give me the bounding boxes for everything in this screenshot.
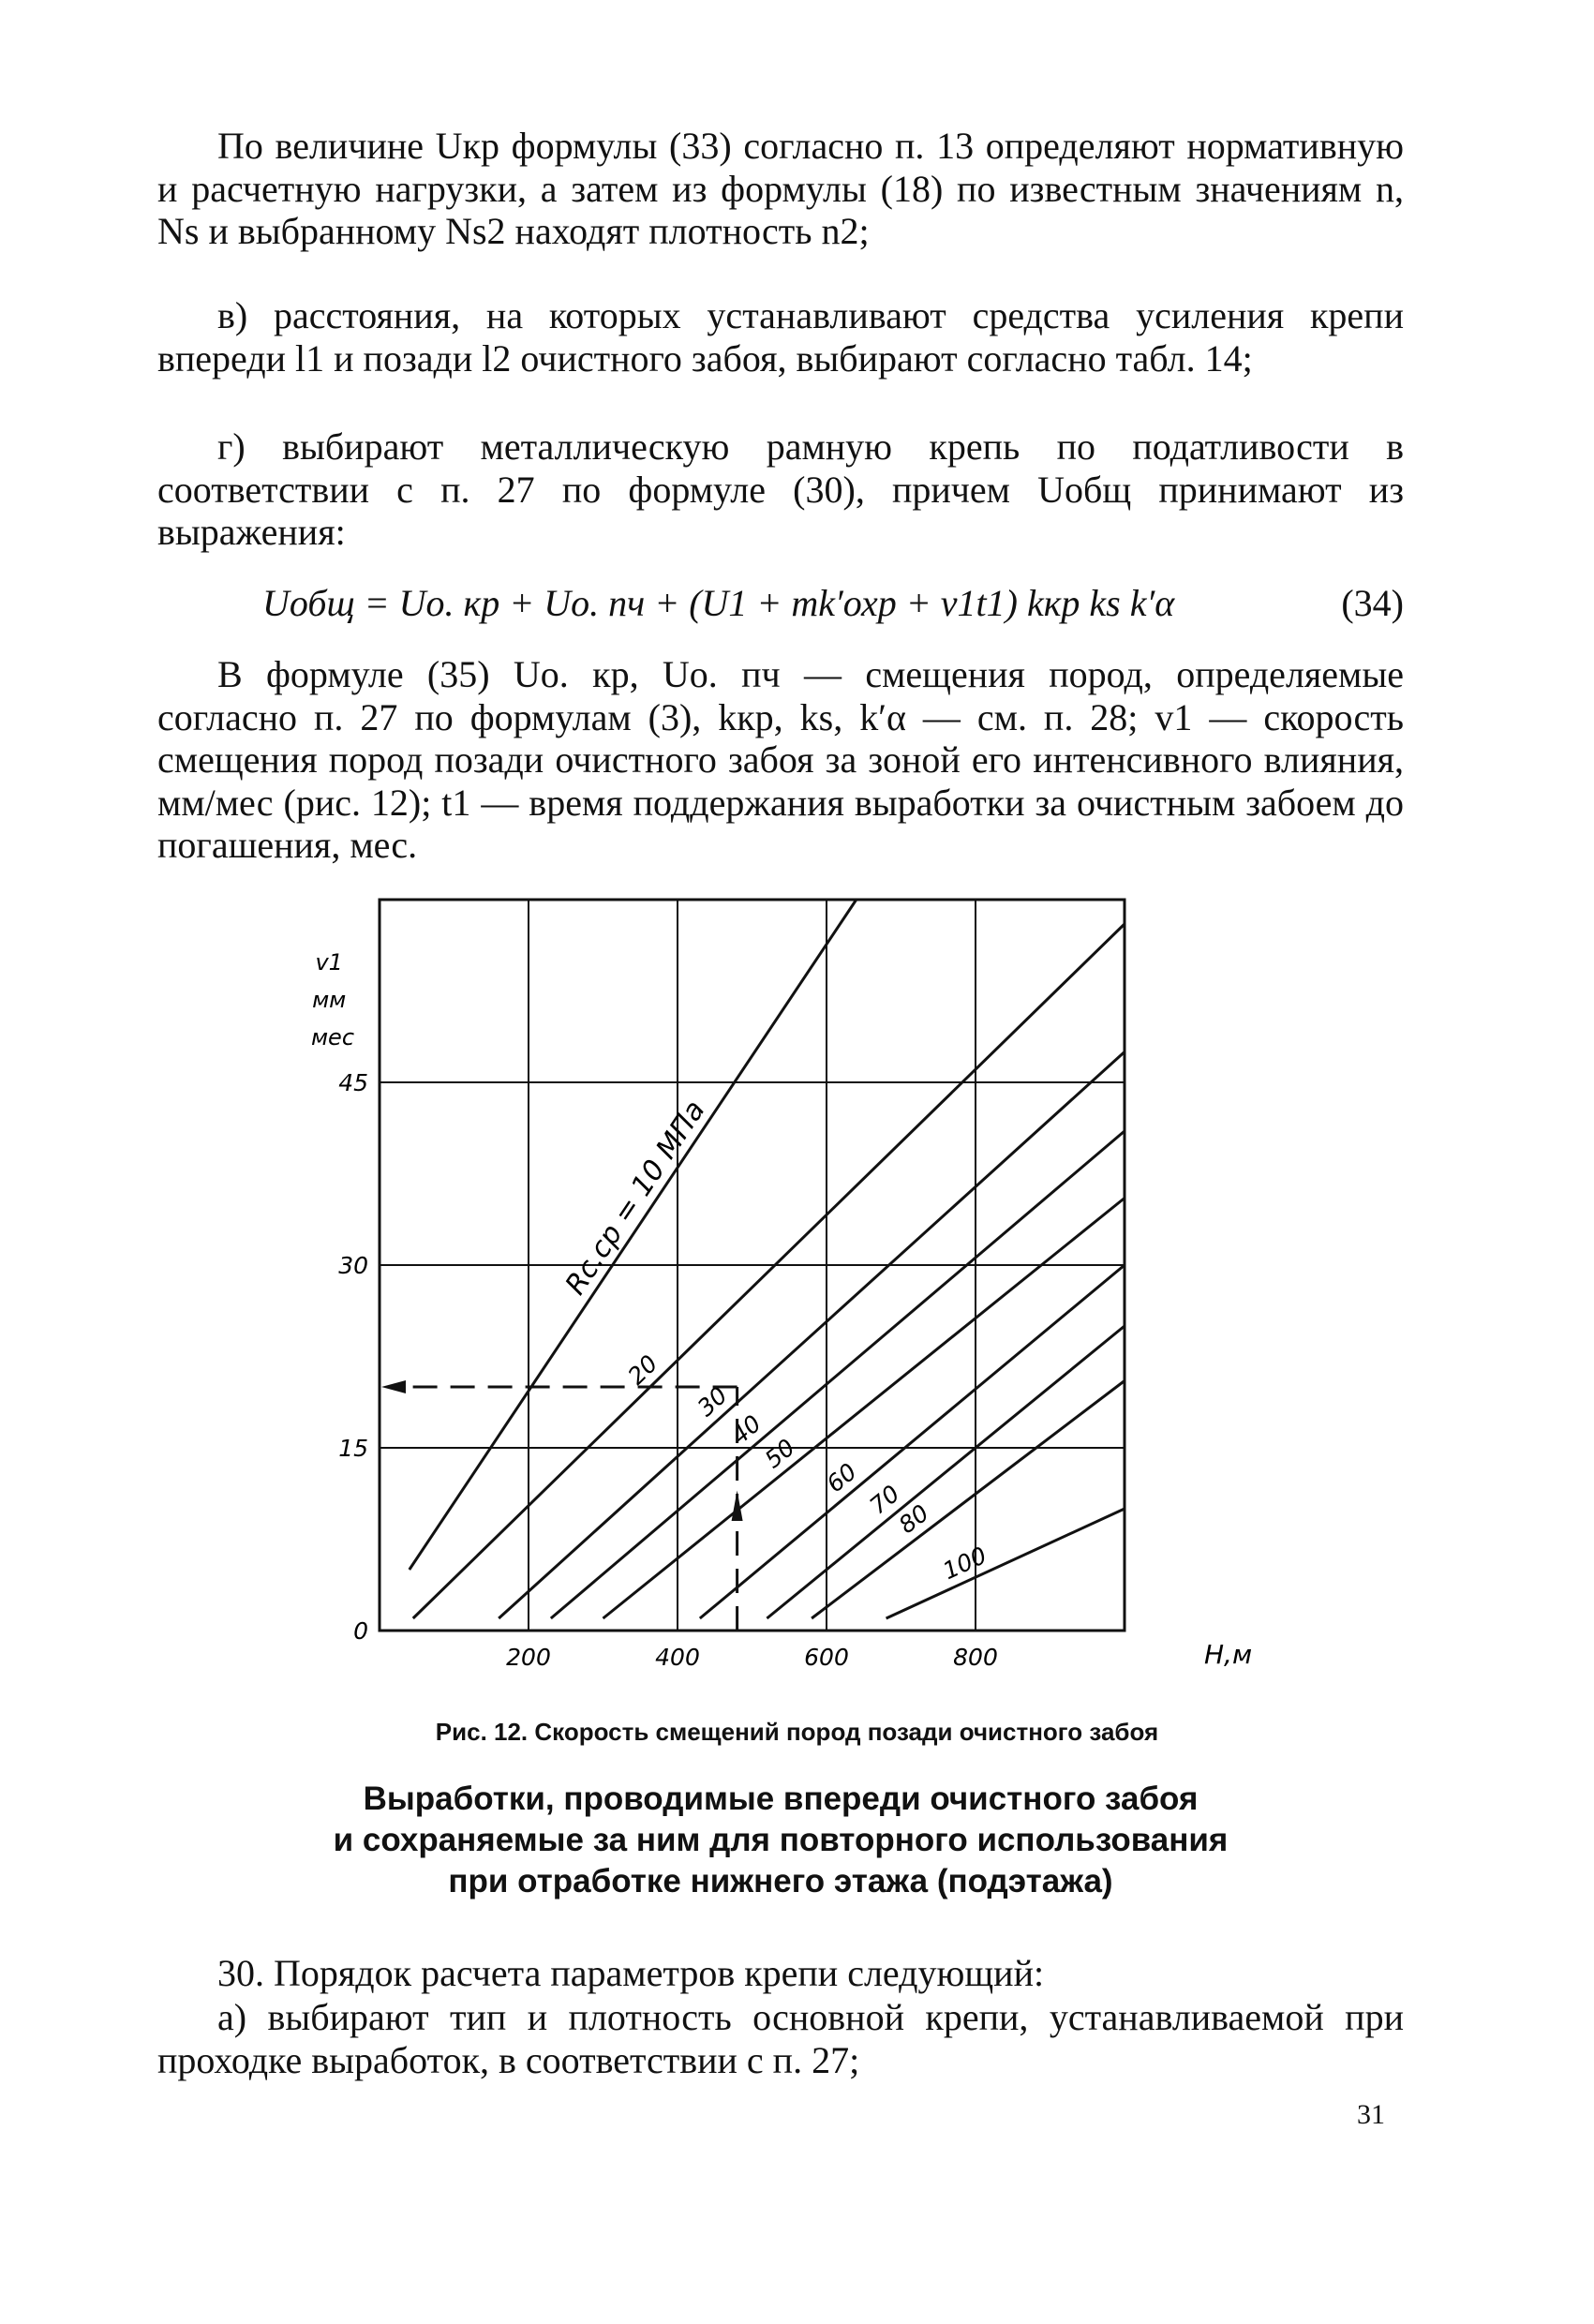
- series-label: 70: [864, 1480, 905, 1520]
- series-label: 100: [938, 1541, 991, 1586]
- paragraph-p3: г) выбирают металлическую рамную крепь по податливости в соответствии с п. 27 по формуле (30), причем Uобщ принимают из выражения:: [157, 425, 1404, 553]
- heading-line-3: при отработке нижнего этажа (подэтажа): [448, 1863, 1113, 1899]
- formula-expression: Uобщ = Uо. кр + Uо. пч + (U1 + mk′охр + v1t1) kкр ks k′α: [262, 582, 1175, 624]
- displacement-rate-chart: [281, 895, 1274, 1701]
- page-number: 31: [1357, 2099, 1385, 2130]
- annotation-left-arrowhead: [381, 1380, 406, 1393]
- chart-labels: [559, 1095, 991, 1585]
- series-line-60: [700, 1265, 1125, 1618]
- y-tick-label: 15: [338, 1435, 368, 1462]
- y-tick-label: 0: [353, 1617, 368, 1645]
- series-line-50: [603, 1199, 1125, 1619]
- figure-caption: Рис. 12. Скорость смещений пород позади очистного забоя: [435, 1718, 1159, 1746]
- series-line-20: [413, 924, 1125, 1618]
- x-tick-label: 200: [506, 1644, 551, 1671]
- series-label: Rc.cp = 10 МПа: [559, 1095, 712, 1302]
- chart-annotation: [381, 1380, 743, 1631]
- chart-grid: [380, 900, 1125, 1631]
- series-label: 80: [893, 1498, 934, 1540]
- heading-line-1: Выработки, проводимые впереди очистного забоя: [363, 1780, 1199, 1817]
- series-label: 50: [759, 1433, 800, 1474]
- series-line-30: [499, 1052, 1125, 1619]
- x-tick-label: 800: [953, 1644, 998, 1671]
- paragraph-p2: в) расстояния, на которых устанавливают средства усиления крепи впереди l1 и позади l2 очистного забоя, выбирают согласно табл. 14;: [157, 294, 1404, 380]
- paragraph-p5: 30. Порядок расчета параметров крепи следующий:: [217, 1952, 1045, 1994]
- chart-ylabel: v1 мм мес: [310, 949, 355, 1050]
- series-label: 40: [725, 1409, 767, 1451]
- chart-xlabel: H,м: [1204, 1639, 1253, 1670]
- x-tick-label: 400: [655, 1644, 700, 1671]
- series-label: 60: [821, 1457, 862, 1498]
- paragraph-p1: По величине Uкр формулы (33) согласно п. 13 определяют нормативную и расчетную нагрузки, а затем из формулы (18) по известным значениям n, Ns и выбранному Ns2 находят плотность n2;: [157, 125, 1404, 252]
- series-label: 20: [622, 1349, 663, 1391]
- formula-34: [262, 581, 1404, 625]
- chart-series-group: [410, 900, 1125, 1618]
- section-heading: [157, 1779, 1404, 1902]
- y-tick-label: 45: [338, 1069, 368, 1096]
- paragraph-p4: В формуле (35) Uо. кр, Uо. пч — смещения пород, определяемые согласно п. 27 по формулам (3), kкр, ks, k′α — см. п. 28; v1 — скорость смещения пород позади очистного забоя за зоной его интенсивного влияния, мм/мес (рис. 12); t1 — время поддержания выработки за очистным забоем до погашения, мес.: [157, 653, 1404, 866]
- paragraph-p6: а) выбирают тип и плотность основной крепи, устанавливаемой при проходке выработок, в соответствии с п. 27;: [157, 1996, 1404, 2081]
- figure-12: [281, 895, 1274, 1706]
- series-line-80: [812, 1381, 1125, 1619]
- heading-line-2: и сохраняемые за ним для повторного использования: [333, 1822, 1229, 1858]
- series-label: 30: [692, 1381, 733, 1423]
- y-tick-label: 30: [338, 1252, 368, 1279]
- formula-number: (34): [1341, 582, 1404, 624]
- x-tick-label: 600: [804, 1644, 849, 1671]
